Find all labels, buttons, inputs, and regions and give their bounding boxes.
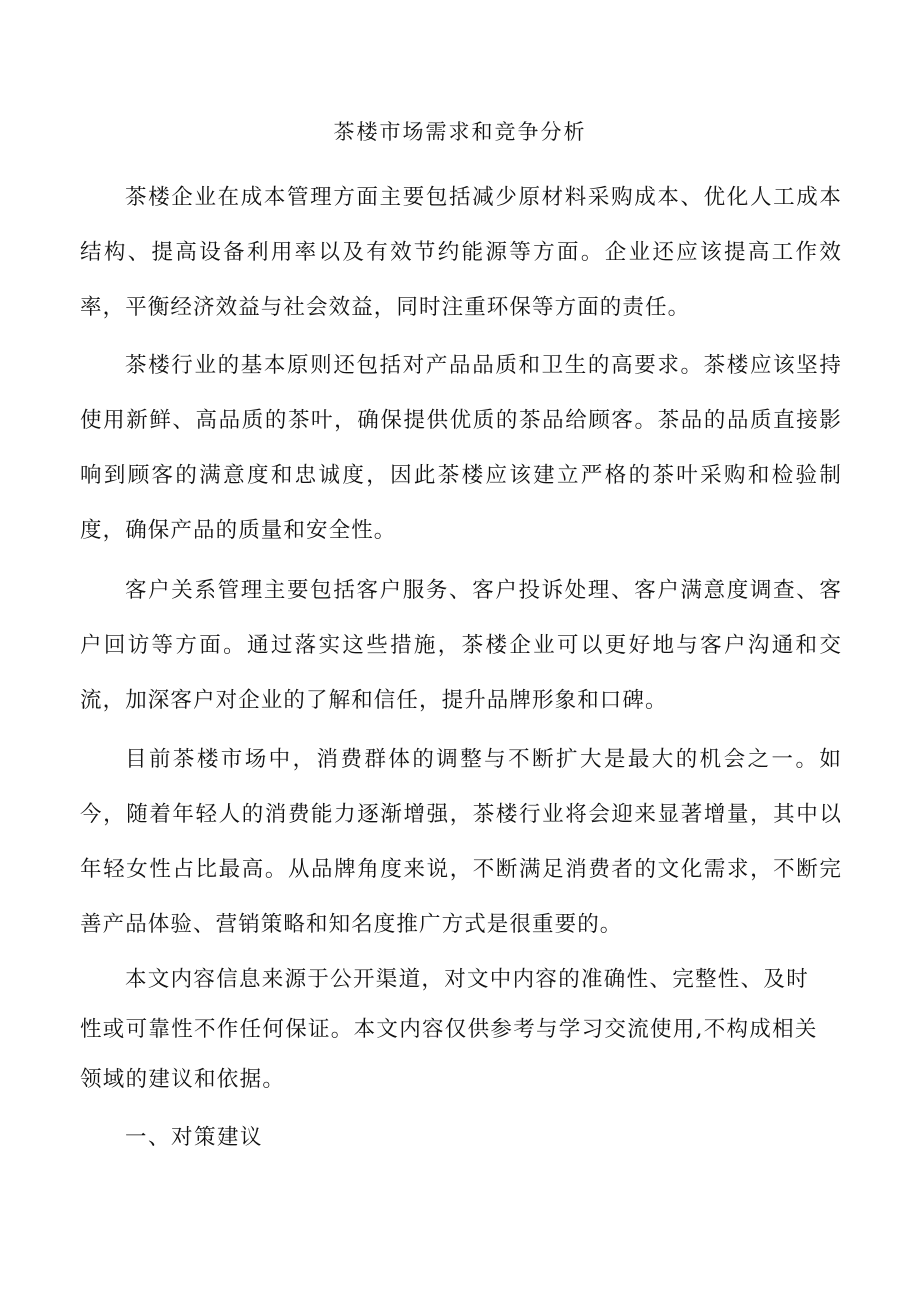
- document-title: 茶楼市场需求和竞争分析: [333, 120, 587, 144]
- paragraph-quality-principles: 茶楼行业的基本原则还包括对产品品质和卫生的高要求。茶楼应该坚持使用新鲜、高品质的茶叶，确保提供优质的茶品给顾客。茶品的品质直接影响到顾客的满意度和忠诚度，因此茶楼应该建立严格的茶叶采购和检验制度，确保产品的质量和安全性。: [80, 353, 842, 543]
- paragraph-disclaimer: 本文内容信息来源于公开渠道，对文中内容的准确性、完整性、及时性或可靠性不作任何保证。本文内容仅供参考与学习交流使用,不构成相关领域的建议和依据。: [80, 967, 818, 1092]
- paragraph-customer-relations: 客户关系管理主要包括客户服务、客户投诉处理、客户满意度调查、客户回访等方面。通过落实这些措施，茶楼企业可以更好地与客户沟通和交流，加深客户对企业的了解和信任，提升品牌形象和口碑。: [80, 578, 842, 713]
- section-heading: 一、对策建议: [125, 1125, 264, 1150]
- paragraph-cost-management: 茶楼企业在成本管理方面主要包括减少原材料采购成本、优化人工成本结构、提高设备利用率以及有效节约能源等方面。企业还应该提高工作效率，平衡经济效益与社会效益，同时注重环保等方面的责任。: [80, 185, 842, 320]
- paragraph-market-opportunity: 目前茶楼市场中，消费群体的调整与不断扩大是最大的机会之一。如今，随着年轻人的消费能力逐渐增强，茶楼行业将会迎来显著增量，其中以年轻女性占比最高。从品牌角度来说，不断满足消费者的文化需求，不断完善产品体验、营销策略和知名度推广方式是很重要的。: [80, 747, 842, 937]
